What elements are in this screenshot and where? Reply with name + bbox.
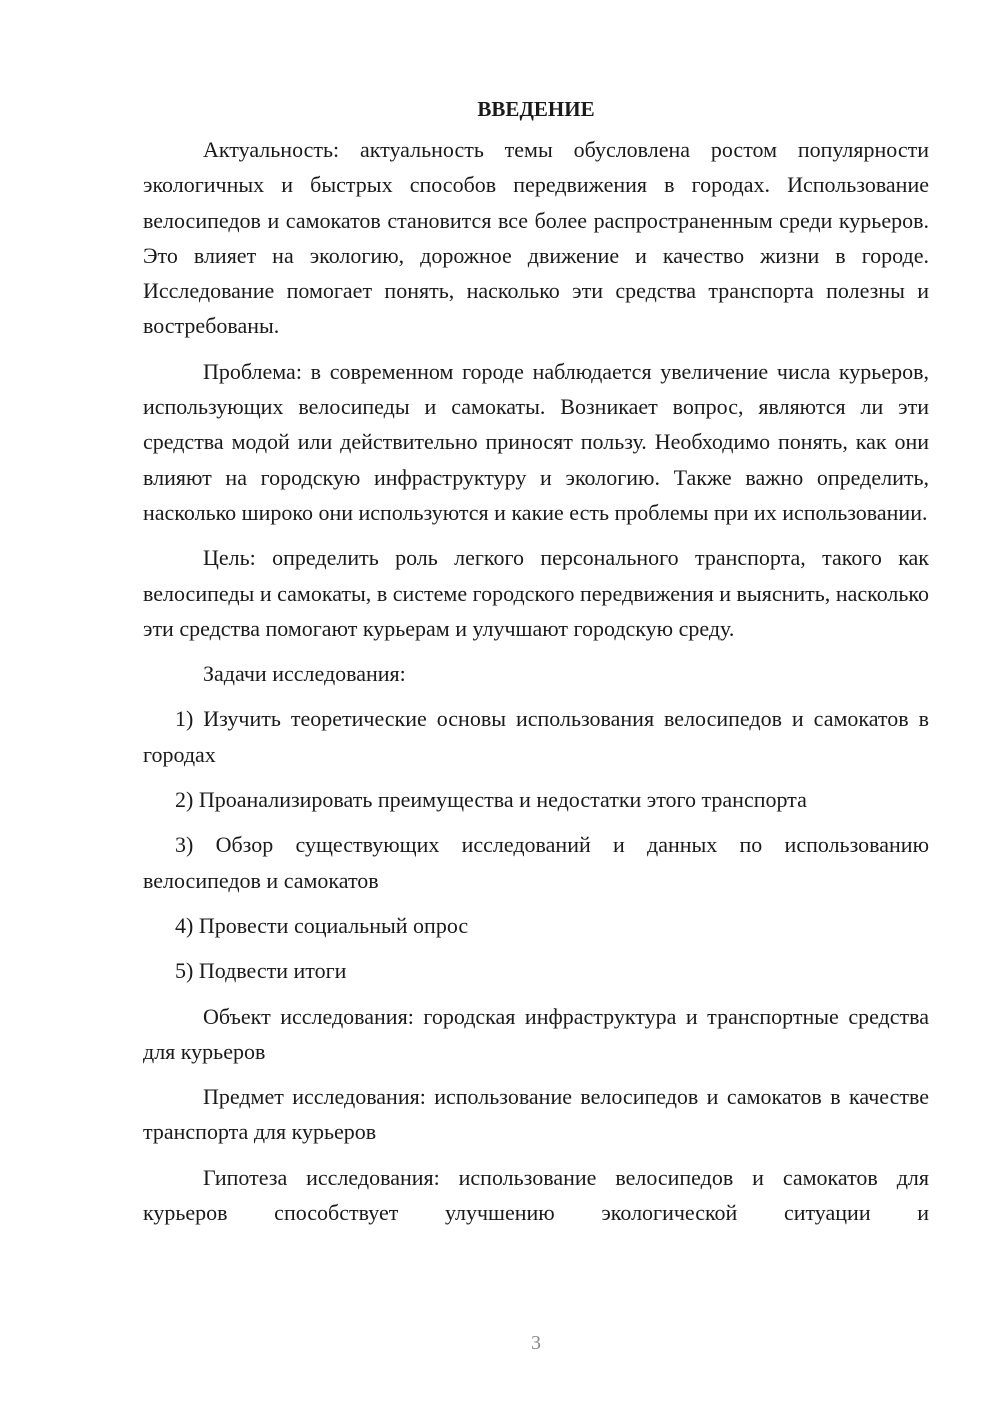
- subject-paragraph: Предмет исследования: использование велосипедов и самокатов в качестве транспорта для курьеров: [143, 1084, 929, 1145]
- task-item: 2) Проанализировать преимущества и недостатки этого транспорта: [175, 787, 807, 813]
- goal-paragraph: Цель: определить роль легкого персонального транспорта, такого как велосипеды и самокаты, в системе городского передвижения и выяснить, насколько эти средства помогают курьерам и улучшают городскую среду.: [143, 545, 929, 641]
- tasks-heading: Задачи исследования:: [203, 661, 406, 687]
- page-number: 3: [531, 1332, 541, 1354]
- object-paragraph: Объект исследования: городская инфраструктура и транспортные средства для курьеров: [143, 1003, 929, 1064]
- task-item: 5) Подвести итоги: [175, 958, 347, 984]
- task-item: 3) Обзор существующих исследований и данных по использованию велосипедов и самокатов: [143, 832, 929, 893]
- hypothesis-paragraph: Гипотеза исследования: использование велосипедов и самокатов для курьеров способствует улучшению экологической ситуации и: [143, 1164, 929, 1226]
- relevance-paragraph: Актуальность: актуальность темы обусловлена ростом популярности экологичных и быстрых способов передвижения в городах. Использование велосипедов и самокатов становится все более распространенным среди курьеров. Это влияет на экологию, дорожное движение и качество жизни в городе. Исследование помогает понять, насколько эти средства транспорта полезны и востребованы.: [143, 137, 929, 339]
- task-item: 4) Провести социальный опрос: [175, 912, 469, 938]
- page-body: [143, 92, 929, 1240]
- section-heading: ВВЕДЕНИЕ: [477, 97, 595, 121]
- problem-paragraph: Проблема: в современном городе наблюдается увеличение числа курьеров, использующих велосипеды и самокаты. Возникает вопрос, являются ли эти средства модой или действительно приносят пользу. Необходимо понять, как они влияют на городскую инфраструктуру и экологию. Также важно определить, насколько широко они используются и какие есть проблемы при их использовании.: [143, 358, 929, 525]
- task-item: 1) Изучить теоретические основы использования велосипедов и самокатов в городах: [143, 706, 929, 767]
